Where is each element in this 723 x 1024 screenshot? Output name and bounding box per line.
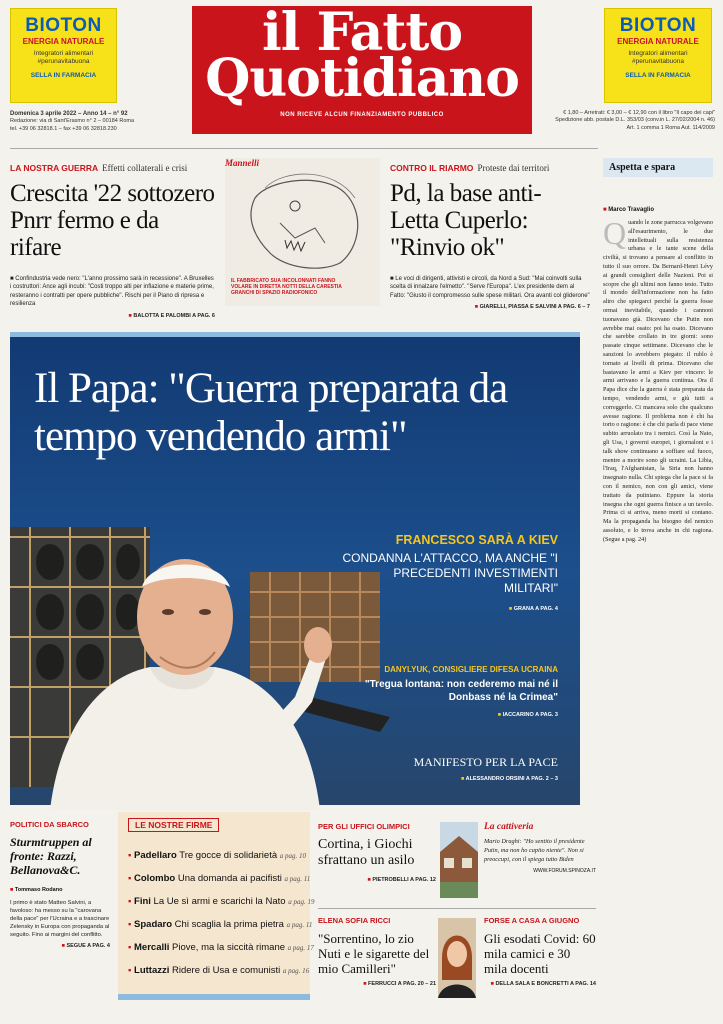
cartoon-drawing bbox=[225, 168, 380, 273]
politici-kicker: POLITICI DA SBARCO bbox=[10, 820, 89, 829]
story-pd[interactable] bbox=[390, 158, 590, 310]
politici-ref[interactable]: ■ SEGUE A PAG. 4 bbox=[10, 943, 110, 949]
manifesto-ref[interactable]: ■ ALESSANDRO ORSINI A PAG. 2 – 3 bbox=[358, 776, 558, 782]
price-line: € 1,80 – Arretrati: € 3,00 – € 12,90 con il libro "Il capo dei capi" bbox=[563, 110, 715, 116]
advert-right[interactable] bbox=[604, 8, 712, 103]
ad-line: Integratori alimentari bbox=[628, 50, 688, 57]
firme-item[interactable] bbox=[128, 964, 310, 978]
firme-author: Spadaro bbox=[134, 919, 173, 930]
firme-topic: Tre gocce di solidarietà bbox=[179, 850, 278, 861]
firme-box bbox=[118, 812, 315, 1000]
ad-line: #perunavitabuona bbox=[37, 57, 90, 65]
cattiveria-title: La cattiveria bbox=[484, 822, 534, 832]
firme-item[interactable] bbox=[128, 849, 307, 863]
cartoon-caption: IL FABBRICATO SUA INCOLONNATI FANNO VOLARE IN DIRETTA NOTTI DELLA CARESTIA GRANCHI DI SPAZIO RADIOFONICO bbox=[231, 278, 342, 296]
firme-item[interactable] bbox=[128, 918, 313, 932]
covid-headline[interactable]: Gli esodati Covid: 60 mila camici e 30 mila docenti bbox=[484, 931, 596, 976]
politici-headline[interactable]: Sturmtruppen al fronte: Razzi, Bellanova&C. bbox=[10, 835, 92, 877]
hero-deck bbox=[338, 533, 558, 612]
firme-page: a pag. 19 bbox=[288, 898, 315, 906]
cartoon bbox=[225, 158, 380, 306]
manifesto-title[interactable]: MANIFESTO PER LA PACE bbox=[413, 755, 558, 769]
drop-cap: Q bbox=[603, 215, 627, 251]
bullet-icon: ▪ bbox=[128, 965, 135, 976]
bullet-icon: ▪ bbox=[128, 919, 135, 930]
firme-author: Padellaro bbox=[134, 850, 177, 861]
date-info bbox=[10, 110, 185, 133]
firme-author: Colombo bbox=[134, 873, 176, 884]
firme-author: Mercalli bbox=[134, 942, 170, 953]
ricci-ref[interactable]: ■ FERRUCCI A PAG. 20 – 21 bbox=[318, 981, 436, 987]
cartoon-label: Mannelli bbox=[225, 158, 260, 168]
pope-photo bbox=[40, 527, 340, 810]
firme-item[interactable] bbox=[128, 941, 314, 955]
hero-kicker: FRANCESCO SARÀ A KIEV bbox=[395, 533, 558, 547]
politici-body: I primo è stato Matteo Salvini, a favoloso: ha messo su la "carovana della pace" per l'Ucraina e a trascinare Zelensky in Europa con propaganda al seguito. Fino ai margini del conflitto. bbox=[10, 900, 110, 939]
advert-left[interactable] bbox=[10, 8, 117, 103]
firme-topic: Piove, ma la siccità rimane bbox=[172, 942, 286, 953]
story-ref[interactable]: ■ BALOTTA E PALOMBI A PAG. 6 bbox=[10, 313, 215, 319]
story-kicker-rest: Proteste dai territori bbox=[477, 163, 550, 173]
firme-topic: Una domanda ai pacifisti bbox=[177, 873, 282, 884]
firme-title: LE NOSTRE FIRME bbox=[128, 818, 219, 832]
editorial-title[interactable]: Aspetta e spara bbox=[603, 158, 713, 177]
firme-item[interactable] bbox=[128, 872, 311, 886]
divider bbox=[10, 148, 598, 149]
firme-item[interactable] bbox=[128, 895, 315, 909]
ad-pharmacy: SELLA IN FARMACIA bbox=[30, 71, 97, 79]
editorial-column[interactable]: Aspetta e spara ■ Marco Travaglio Quando le zone parrucca volgevano all'esaurimento, le due intellettuali sulla resistenza urbana e le tante scene della civiltà, si trovano a pensare al conflitto in tutto il suo orrore. Da Bernard-Henri Lévy ai grandi consiglieri delle Nazioni. Poi si scopre che gli ultimi non fanno testo. Tutto il mondo dell'informazione non ha fatto altro che spiegarci perché la guerra fosse ormai inevitabile, quando i cannoni tuonavano già. Dicevano che Putin non avrebbe mai osato: poi ha osato. Dicevano che sarebbe crollato in tre giorni: sono passate cinque settimane. Dicevano che le sanzioni lo avrebbero piegato: il rublo è tornato ai livelli di prima. Dicevano che bastavano le armi a Kiev per vincere: le armi arrivano e la guerra continua. Ora il Papa dice che la guerra è stata preparata da tempo, vendendo armi, e giù tutti a correggerlo. Ci mancava solo che qualcuno avesse ragione. Il problema non è chi ha torto o ragione: è che chi parla di pace viene subito arruolato tra i nemici. Così la Nato, gli Usa, i governi europei, i giornaloni e i talk show continuano a soffiare sul fuoco, mentre a morire sono gli ucraini. La Libia, l'Iraq, l'Afghanistan, la Siria non hanno insegnato nulla. Chi spiega che la pace si fa con il nemico, non con gli amici, viene trattato da putiniano. Eppure la storia insegna che ogni guerra finisce a un tavolo. Prima ci si arriva, meno morti si contano. Ma la propaganda ha bisogno del nemico assoluto, e lo trova anche in chi ragiona. (Segue a pag. 24) bbox=[603, 158, 713, 1018]
covid-kicker: FORSE A CASA A GIUGNO bbox=[484, 916, 580, 925]
phone: tel. +39 06 32818.1 – fax +39 06 32818.230 bbox=[10, 125, 117, 132]
story-ref[interactable]: ■ GIARELLI, PIASSA E SALVINI A PAG. 6 – 7 bbox=[390, 304, 590, 310]
editorial-text: uando le zone parrucca volgevano all'esaurimento, le due intellettuali sulla resistenza urbana e le tante scene della civiltà, si trovano a pensare al conflitto in tutto il suo orrore. Da Bernard-Henri Lévy ai grandi consiglieri delle Nazioni. Poi si scopre che gli ultimi non fanno testo. Tutto il mondo dell'informazione non ha fatto altro che spiegarci perché la guerra fosse ormai inevitabile, quando i cannoni tuonavano già. Dicevano che Putin non avrebbe mai osato: poi ha osato. Dicevano che sarebbe crollato in tre giorni: sono passate cinque settimane. Dicevano che le sanzioni lo avrebbero piegato: il rublo è tornato ai livelli di prima. Dicevano che bastavano le armi a Kiev per vincere: le armi arrivano e la guerra continua. Ora il Papa dice che la guerra è stata preparata da tempo, vendendo armi, e giù tutti a correggerlo. Ci mancava solo che qualcuno avesse ragione. Il problema non è chi ha torto o ragione: è che chi parla di pace viene subito arruolato tra i nemici. Così la Nato, gli Usa, i governi europei, i giornaloni e i talk show continuano a soffiare sul fuoco, mentre a morire sono gli ucraini. La Libia, l'Iraq, l'Afghanistan, la Siria non hanno insegnato nulla. Chi spiega che la pace si fa con il nemico, non con gli amici, viene trattato da putiniano. Eppure la storia insegna che ogni guerra finisce a un tavolo. Prima ci si arriva, meno morti si contano. Ma la propaganda ha bisogno del nemico assoluto, e lo trova anche in chi ragiona. (Segue a pag. 24) bbox=[603, 219, 713, 543]
masthead bbox=[192, 2, 532, 134]
story-kicker: CONTRO IL RIARMO bbox=[390, 163, 474, 173]
firme-page: a pag. 10 bbox=[279, 852, 307, 860]
story-headline[interactable]: Crescita '22 sottozero Pnrr fermo e da rifare bbox=[10, 180, 215, 261]
olimpici-headline[interactable]: Cortina, i Giochi sfrattano un asilo bbox=[318, 837, 415, 868]
issue-date: Domenica 3 aprile 2022 – Anno 14 – n° 92 bbox=[10, 111, 128, 117]
cattiveria-box bbox=[484, 822, 596, 874]
interview-ref[interactable]: ■ IACCARINO A PAG. 3 bbox=[358, 712, 558, 718]
editorial-author: Marco Travaglio bbox=[608, 207, 654, 213]
address: Redazione: via di Sant'Erasmo n° 2 – 00184 Roma bbox=[10, 118, 135, 125]
postal-line: Spedizione abb. postale D.L. 353/03 (conv.in L. 27/02/2004 n. 46) bbox=[555, 117, 715, 124]
ad-tagline: ENERGIA NATURALE bbox=[617, 37, 699, 46]
olimpici-ref[interactable]: ■ PIETROBELLI A PAG. 12 bbox=[318, 877, 436, 883]
firme-author: Fini bbox=[134, 896, 151, 907]
firme-topic: Ridere di Usa e comunisti bbox=[172, 965, 281, 976]
price-info bbox=[540, 110, 715, 132]
hero-ref[interactable]: ■ GRANA A PAG. 4 bbox=[338, 606, 558, 612]
ad-line: #perunavitabuona bbox=[631, 57, 685, 65]
olimpici-kicker: PER GLI UFFICI OLIMPICI bbox=[318, 822, 410, 831]
story-kicker: LA NOSTRA GUERRA bbox=[10, 163, 99, 173]
interview-quote[interactable]: "Tregua lontana: non cederemo mai né il Donbass né la Crimea" bbox=[364, 679, 558, 703]
firme-topic: Chi scaglia la prima pietra bbox=[174, 919, 284, 930]
bullet-icon: ▪ bbox=[128, 942, 135, 953]
firme-author: Luttazzi bbox=[134, 965, 170, 976]
divider bbox=[318, 908, 596, 909]
ad-tagline: ENERGIA NATURALE bbox=[22, 37, 105, 46]
story-body: ■ Confindustria vede nero: "L'anno prossimo sarà in recessione". A Bruxelles i costruttori: Ance agli incubi: "Costi troppo alti per inflazione e materie prime, resteranno i contratti per opere pubbliche". Rischi per il Piano di ripresa e resilienza bbox=[10, 276, 214, 308]
ad-brand: BIOTON bbox=[25, 15, 102, 36]
firme-page: a pag. 16 bbox=[282, 967, 310, 975]
ricci-kicker: ELENA SOFIA RICCI bbox=[318, 916, 391, 925]
story-body: ■ Le voci di dirigenti, attivisti e circoli, da Nord a Sud: "Mai coinvolti sulla scelta di innalzare l'elmetto". "Serve l'Europa". L'ex presidente dem al Fatto: "Giusto il compromesso sulle spese militari. Ora avanti col gliderone" bbox=[390, 276, 590, 299]
cattiveria-text: Mario Draghi: "Ho sentito il presidente Putin, ma non ho capito niente". Non si preoccupi, con il spiega tutto Biden bbox=[484, 838, 585, 863]
firme-list bbox=[118, 838, 315, 980]
politici-author: Tommaso Rodano bbox=[14, 887, 63, 893]
bullet-icon: ▪ bbox=[128, 873, 135, 884]
story-ricci[interactable] bbox=[318, 916, 436, 987]
story-kicker-rest: Effetti collaterali e crisi bbox=[102, 163, 188, 173]
cortina-photo bbox=[440, 822, 478, 898]
hero-manifesto bbox=[358, 755, 558, 782]
hero-story[interactable] bbox=[10, 332, 580, 805]
firme-page: a pag. 11 bbox=[284, 875, 311, 883]
story-economy[interactable] bbox=[10, 158, 215, 319]
firme-page: a pag. 17 bbox=[287, 944, 314, 952]
story-covid[interactable] bbox=[484, 916, 596, 987]
masthead-title-line1: il Fatto bbox=[261, 2, 463, 63]
masthead-motto: NON RICEVE ALCUN FINANZIAMENTO PUBBLICO bbox=[280, 112, 444, 118]
story-politici[interactable]: POLITICI DA SBARCO Sturmtruppen al fronte: Razzi, Bellanova&C. ■ Tommaso Rodano I primo è stato Matteo Salvini, a favoloso: ha messo su la "carovana della pace" per l'Ucraina e a trascinare Zelensky in Europa con propaganda al seguito. Fino ai margini del conflitto. ■ SEGUE A PAG. 4 bbox=[10, 820, 110, 949]
hero-subheadline: CONDANNA L'ATTACCO, MA ANCHE "I PRECEDENTI INVESTIMENTI MILITARI" bbox=[342, 551, 558, 595]
ad-pharmacy: SELLA IN FARMACIA bbox=[625, 71, 691, 79]
ricci-photo bbox=[438, 918, 476, 998]
interview-kicker: DANYLYUK, CONSIGLIERE DIFESA UCRAINA bbox=[384, 665, 558, 674]
hero-headline[interactable]: Il Papa: "Guerra preparata da tempo vendendo armi" bbox=[34, 365, 508, 460]
hero-interview bbox=[358, 665, 558, 718]
firme-page: a pag. 11 bbox=[286, 921, 313, 929]
ad-brand: BIOTON bbox=[619, 15, 697, 36]
firme-topic: La Ue sì armi e scarichi la Nato bbox=[153, 896, 286, 907]
authorization-line: Art. 1 comma 1 Roma Aut. 114/2009 bbox=[626, 124, 715, 131]
bullet-icon: ▪ bbox=[128, 850, 135, 861]
cattiveria-ref[interactable]: WWW.FORUM.SPINOZA.IT bbox=[533, 868, 596, 875]
masthead-title-line2: Quotidiano bbox=[205, 48, 519, 109]
story-olimpici[interactable] bbox=[318, 822, 436, 883]
ricci-headline[interactable]: "Sorrentino, lo zio Nuti e le sigarette del mio Camilleri" bbox=[318, 931, 430, 976]
story-headline[interactable]: Pd, la base anti-Letta Cuperlo: "Rinvio ok" bbox=[390, 180, 542, 261]
bullet-icon: ▪ bbox=[128, 896, 135, 907]
covid-ref[interactable]: ■ DELLA SALA E BONCRETTI A PAG. 14 bbox=[484, 981, 596, 987]
ad-line: Integratori alimentari bbox=[33, 50, 94, 57]
